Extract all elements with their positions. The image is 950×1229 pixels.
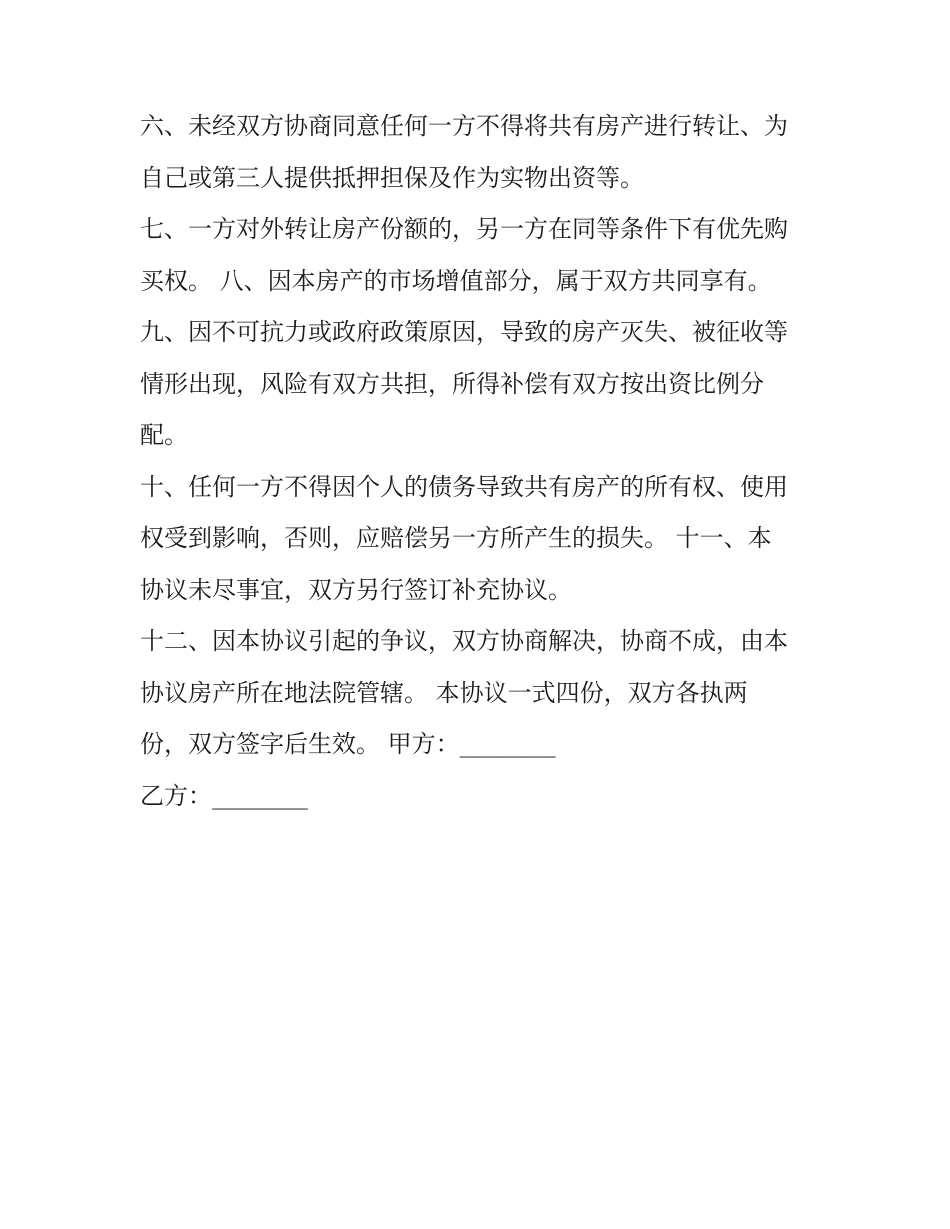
- text-line: 七、一方对外转让房产份额的，另一方在同等条件下有优先购: [140, 215, 788, 243]
- text-line: 六、未经双方协商同意任何一方不得将共有房产进行转让、为: [140, 112, 788, 140]
- text-line: 十、任何一方不得因个人的债务导致共有房产的所有权、使用: [140, 472, 788, 501]
- text-line: 权受到影响，否则，应赔偿另一方所产生的损失。 十一、本: [140, 524, 772, 552]
- text-line: 情形出现，风险有双方共担，所得补偿有双方按出资比例分: [140, 369, 764, 398]
- text-line: 九、因不可抗力或政府政策原因，导致的房产灭失、被征收等: [140, 318, 788, 346]
- document-body: [140, 101, 812, 822]
- signature-line-party-a: 份，双方签字后生效。 甲方：________: [140, 730, 556, 758]
- text-line: 自己或第三人提供抵押担保及作为实物出资等。: [140, 163, 644, 192]
- text-line: 配。: [140, 421, 188, 449]
- text-line: 买权。 八、因本房产的市场增值部分，属于双方共同享有。: [140, 266, 772, 295]
- text-line: 十二、因本协议引起的争议，双方协商解决，协商不成，由本: [140, 627, 788, 655]
- text-line: 协议未尽事宜，双方另行签订补充协议。: [140, 575, 572, 604]
- signature-line-party-b: 乙方：________: [140, 781, 308, 810]
- text-line: 协议房产所在地法院管辖。 本协议一式四份，双方各执两: [140, 678, 748, 707]
